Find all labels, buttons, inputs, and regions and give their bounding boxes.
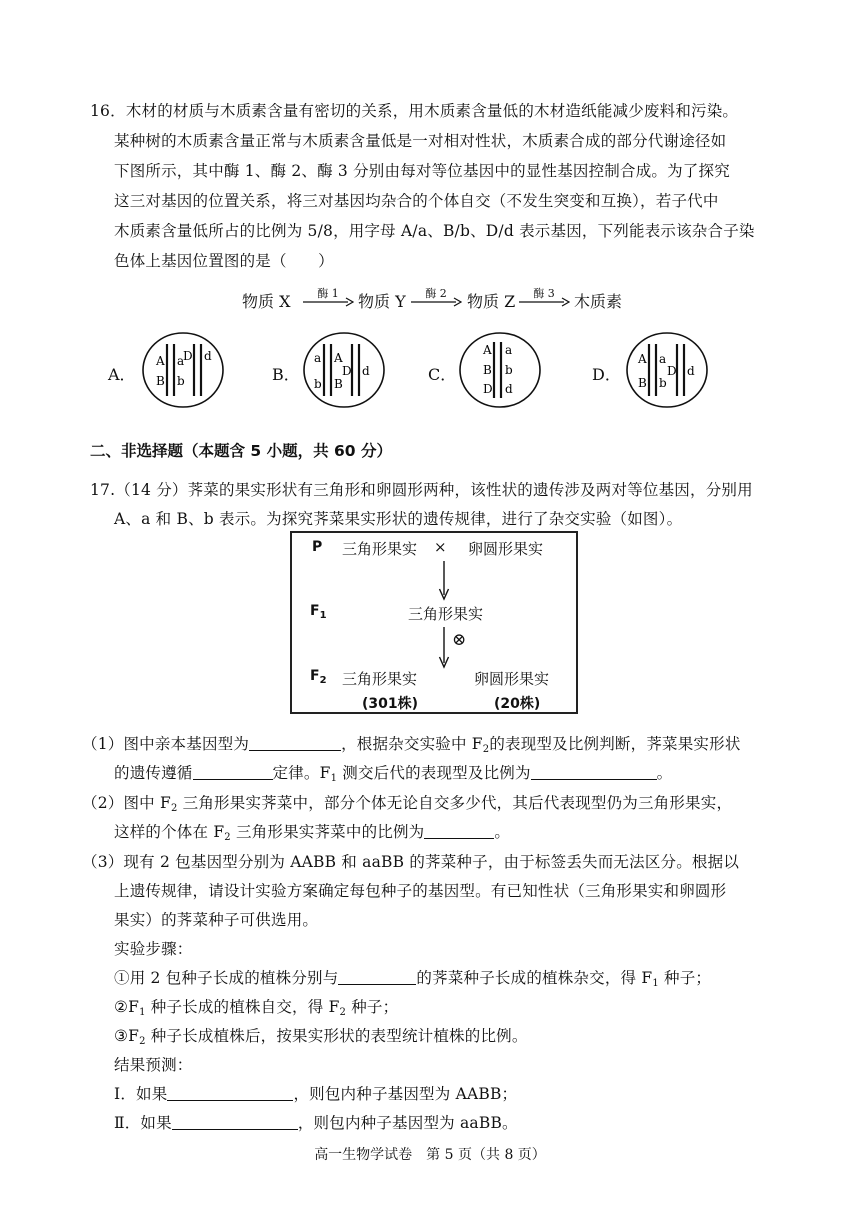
answer-blank-testcross-ratio[interactable] [531, 764, 657, 780]
q17-sub1-line-2 [114, 761, 672, 784]
q17-step2-sub-1: 1 [139, 1007, 146, 1018]
gene-A: A [483, 343, 492, 357]
q17-sub1-line-1 [82, 732, 741, 755]
gene-b: b [505, 363, 513, 377]
option-d[interactable] [592, 330, 722, 410]
arrow-enzyme-3 [518, 285, 570, 315]
q16-line-6: 色体上基因位置图的是（ ） [114, 252, 334, 270]
option-d-label: D． [592, 365, 621, 384]
gene-d: d [505, 382, 513, 396]
q16-line-1: 16．木材的材质与木质素含量有密切的关系，用木质素含量低的木材造纸能减少废料和污染。 [90, 102, 739, 120]
cross-symbol: × [434, 538, 447, 556]
q17-result-2 [114, 1111, 518, 1133]
substance-y: 物质 Y [358, 292, 406, 311]
q17-sub1-text-e: 定律。F [272, 764, 331, 782]
f2-right-phenotype: 卵圆形果实 [474, 670, 550, 688]
q17-step-2 [114, 995, 398, 1018]
q17-step-1 [114, 966, 711, 989]
option-b[interactable] [272, 330, 402, 410]
q17-sub1-text-c: 的表现型及比例判断，荠菜果实形状 [489, 735, 741, 753]
gene-D: D [183, 349, 193, 363]
q17-sub2-text-b: 三角形果实荠菜中，部分个体无论自交多少代，其后代表现型仍为三角形果实， [177, 794, 733, 812]
f2-left-phenotype: 三角形果实 [342, 670, 418, 688]
chromosome-diagram-c [458, 330, 542, 410]
q17-result2-text-b: ，则包内种子基因型为 aaBB。 [297, 1114, 518, 1132]
q17-intro-line-2: A、a 和 B、b 表示。为探究荠菜果实形状的遗传规律，进行了杂交实验（如图）。 [114, 510, 683, 528]
answer-blank-parent-genotype[interactable] [249, 735, 341, 751]
gene-A: A [334, 351, 343, 365]
q17-sub1-text-b: ，根据杂交实验中 F [341, 735, 483, 753]
q17-step2-text-c: 种子； [346, 998, 399, 1016]
q17-result-1 [114, 1082, 517, 1104]
q16-line-4: 这三对基因的位置关系，将三对基因均杂合的个体自交（不发生突变和互换），若子代中 [114, 192, 719, 210]
q17-step-3 [114, 1024, 528, 1047]
option-a[interactable] [108, 330, 238, 410]
enzyme-2-label: 酶 2 [425, 287, 447, 300]
gene-D: D [667, 364, 677, 378]
q17-step1-sub: 1 [652, 978, 659, 989]
gene-a: a [659, 352, 667, 366]
q17-sub1-text-g: 。 [656, 764, 673, 782]
q17-steps-title: 实验步骤： [114, 940, 193, 958]
q16-line-5: 木质素含量低所占的比例为 5/8，用字母 A/a、B/b、D/d 表示基因，下列能表示该杂合子染 [114, 222, 755, 240]
section-2-title: 二、非选择题（本题含 5 小题，共 60 分） [90, 442, 392, 460]
q17-step2-text-a: ②F [114, 998, 140, 1016]
gene-B: B [334, 377, 343, 391]
arrow-down-icon [438, 561, 450, 601]
arrow-right-icon [302, 297, 354, 307]
q17-sub2-text-c: 这样的个体在 F [114, 823, 225, 841]
arrow-enzyme-2 [410, 285, 462, 315]
q17-sub2-line-1 [82, 791, 732, 814]
gene-a: a [505, 343, 513, 357]
option-c[interactable] [428, 330, 558, 410]
gene-A: A [638, 352, 647, 366]
q17-step3-sub: 2 [139, 1036, 146, 1047]
gene-B: B [638, 376, 647, 390]
gene-D: D [342, 364, 352, 378]
q17-step1-text-a: ①用 2 包种子长成的植株分别与 [114, 969, 339, 987]
p-right-phenotype: 卵圆形果实 [468, 540, 544, 558]
chromosome-diagram-b [302, 330, 386, 410]
answer-blank-result-1[interactable] [167, 1085, 293, 1101]
gene-D: D [483, 382, 493, 396]
f2-generation-label: $F_2$ [310, 668, 327, 686]
q17-step3-text-b: 种子长成植株后，按果实形状的表型统计植株的比例。 [145, 1027, 528, 1045]
option-b-label: B． [272, 365, 300, 384]
selfing-symbol: ⊗ [452, 630, 467, 650]
gene-a: a [314, 351, 322, 365]
q17-sub2-line-2 [114, 820, 510, 843]
q17-sub2-text-d: 三角形果实荠菜中的比例为 [230, 823, 425, 841]
q17-intro-line-1: 17.（14 分）荠菜的果实形状有三角形和卵圆形两种，该性状的遗传涉及两对等位基因，分别用 [90, 481, 753, 499]
substance-x: 物质 X [242, 292, 291, 311]
q17-sub1-sub-e: 1 [330, 773, 338, 784]
gene-B: B [483, 363, 492, 377]
q17-sub1-text-d: 的遗传遵循 [114, 764, 193, 782]
q17-sub1-text-a: （1）图中亲本基因型为 [82, 735, 250, 753]
q17-sub3-line-1: （3）现有 2 包基因型分别为 AABB 和 aaBB 的荠菜种子，由于标签丢失而无法区分。根据以 [82, 853, 740, 871]
arrow-right-icon [518, 297, 570, 307]
substance-z: 物质 Z [467, 292, 516, 311]
q16-line-2: 某种树的木质素含量正常与木质素含量低是一对相对性状，木质素合成的部分代谢途径如 [114, 132, 727, 150]
p-generation-label: P [312, 539, 323, 555]
gene-d: d [362, 364, 370, 378]
q17-step2-text-b: 种子长成的植株自交，得 F [145, 998, 340, 1016]
arrow-right-icon [410, 297, 462, 307]
q17-result1-text-a: Ⅰ．如果 [114, 1085, 168, 1103]
gene-b: b [177, 374, 185, 388]
option-a-label: A． [108, 365, 136, 384]
q17-sub1-text-f: 测交后代的表现型及比例为 [337, 764, 531, 782]
gene-B: B [156, 374, 165, 388]
q17-step2-sub-2: 2 [339, 1007, 347, 1018]
q16-line-3: 下图所示，其中酶 1、酶 2、酶 3 分别由每对等位基因中的显性基因控制合成。为了探究 [114, 162, 730, 180]
answer-blank-proportion[interactable] [424, 823, 494, 839]
gene-A: A [156, 354, 165, 368]
f1-phenotype: 三角形果实 [408, 605, 484, 623]
f2-left-count: (301株) [362, 696, 419, 712]
q17-sub2-text-a: （2）图中 F [82, 794, 171, 812]
gene-d: d [204, 349, 212, 363]
lignin: 木质素 [574, 292, 623, 311]
q17-sub3-line-2: 上遗传规律，请设计实验方案确定每包种子的基因型。有已知性状（三角形果实和卵圆形 [114, 882, 727, 900]
arrow-enzyme-1 [302, 285, 354, 315]
f1-generation-label: $F_1$ [310, 603, 327, 621]
q17-step3-text-a: ③F [114, 1027, 140, 1045]
q17-sub1-sub-b: 2 [482, 744, 490, 755]
gene-b: b [314, 377, 322, 391]
gene-d: d [687, 364, 695, 378]
answer-blank-law[interactable] [193, 764, 273, 780]
answer-blank-result-2[interactable] [172, 1114, 298, 1130]
enzyme-1-label: 酶 1 [317, 287, 339, 300]
option-c-label: C． [428, 365, 457, 384]
q17-step1-text-b: 的荠菜种子长成的植株杂交，得 F [416, 969, 653, 987]
q17-results-title: 结果预测： [114, 1056, 193, 1074]
chromosome-diagram-d [625, 330, 709, 410]
p-left-phenotype: 三角形果实 [342, 540, 418, 558]
arrow-down-icon [438, 627, 450, 669]
q17-result2-text-a: Ⅱ．如果 [114, 1114, 172, 1132]
answer-blank-cross-partner[interactable] [338, 969, 416, 985]
f2-right-count: (20株) [494, 696, 541, 712]
page-footer: 高一生物学试卷 第 5 页（共 8 页） [314, 1147, 546, 1163]
cross-diagram [290, 531, 578, 714]
q17-sub2-sub-a: 2 [170, 803, 178, 814]
gene-a: a [177, 354, 185, 368]
gene-b: b [659, 376, 667, 390]
q17-sub3-line-3: 果实）的荠菜种子可供选用。 [114, 911, 319, 929]
chromosome-diagram-a [141, 330, 225, 410]
enzyme-3-label: 酶 3 [533, 287, 555, 300]
q17-step1-text-c: 种子； [658, 969, 712, 987]
q17-result1-text-b: ，则包内种子基因型为 AABB； [293, 1085, 518, 1103]
q17-sub2-sub-c: 2 [224, 832, 231, 843]
q17-sub2-text-e: 。 [494, 823, 511, 841]
